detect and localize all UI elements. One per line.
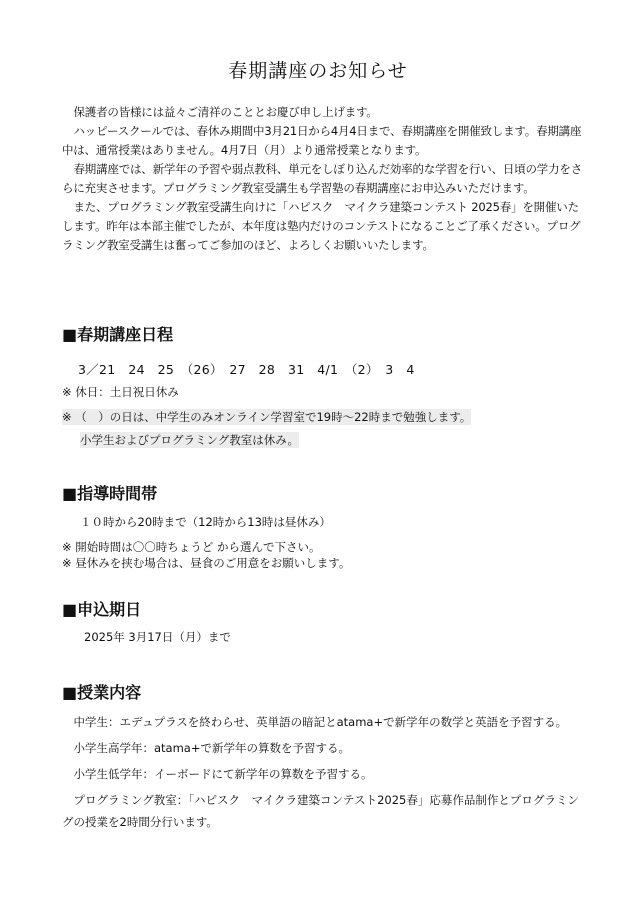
- lunch-note: ※ 昼休みを挟む場合は、昼食のご用意をお願いします。: [62, 556, 351, 570]
- course-content: [62, 711, 590, 837]
- content-item-junior-high: 中学生：エデュプラスを終わらせ、英単語の暗記とatama+で新学年の数学と英語を予習する。: [73, 715, 568, 729]
- intro-paragraph: 保護者の皆様には益々ご清祥のこととお慶び申し上げます。: [73, 105, 378, 119]
- schedule-heading: ■春期講座日程: [62, 325, 174, 344]
- deadline-date: 2025年 3月17日（月）まで: [84, 630, 231, 644]
- content-heading: ■授業内容: [62, 683, 142, 702]
- holiday-note: ※ 休日：土日祝日休み: [62, 385, 179, 399]
- content-item-programming: プログラミング教室：「ハピスク マイクラ建築コンテスト2025春」応募作品制作とプログラミングの授業を2時間分行います。: [62, 793, 579, 829]
- intro-section: [62, 103, 590, 255]
- start-time-note: ※ 開始時間は〇〇時ちょうど から選んで下さい。: [62, 540, 321, 554]
- hours-heading: ■指導時間帯: [62, 484, 158, 503]
- teaching-hours: １０時から20時まで（12時から13時は昼休み）: [80, 515, 331, 529]
- deadline-heading: ■申込期日: [62, 600, 142, 619]
- closed-note: 小学生およびプログラミング教室は休み。: [80, 433, 299, 447]
- content-item-upper-elementary: 小学生高学年：atama+で新学年の算数を予習する。: [73, 741, 350, 755]
- intro-paragraph: 春期講座では、新学年の予習や弱点教科、単元をしぼり込んだ効率的な学習を行い、日頃の学力をさらに充実させます。プログラミング教室受講生も学習塾の春期講座にお申込みいただけます。: [62, 162, 582, 195]
- page-title: 春期講座のお知らせ: [228, 60, 408, 82]
- online-study-note: ※ （ ）の日は、中学生のみオンライン学習室で19時～22時まで勉強します。: [62, 410, 472, 424]
- schedule-dates: 3／21 24 25 （26） 27 28 31 4/1 （2） 3 4: [78, 362, 415, 377]
- intro-paragraph: また、プログラミング教室受講生向けに「ハピスク マイクラ建築コンテスト 2025春」を開催いたします。昨年は本部主催でしたが、本年度は塾内だけのコンテストになることご了承ください。プログラミング教室受講生は奮ってご参加のほど、よろしくお願いいたします。: [62, 200, 581, 252]
- content-item-lower-elementary: 小学生低学年：イーボードにて新学年の算数を予習する。: [73, 767, 373, 781]
- intro-paragraph: ハッピースクールでは、春休み期間中3月21日から4月4日まで、春期講座を開催致します。春期講座中は、通常授業はありません。4月7日（月）より通常授業となります。: [62, 124, 582, 157]
